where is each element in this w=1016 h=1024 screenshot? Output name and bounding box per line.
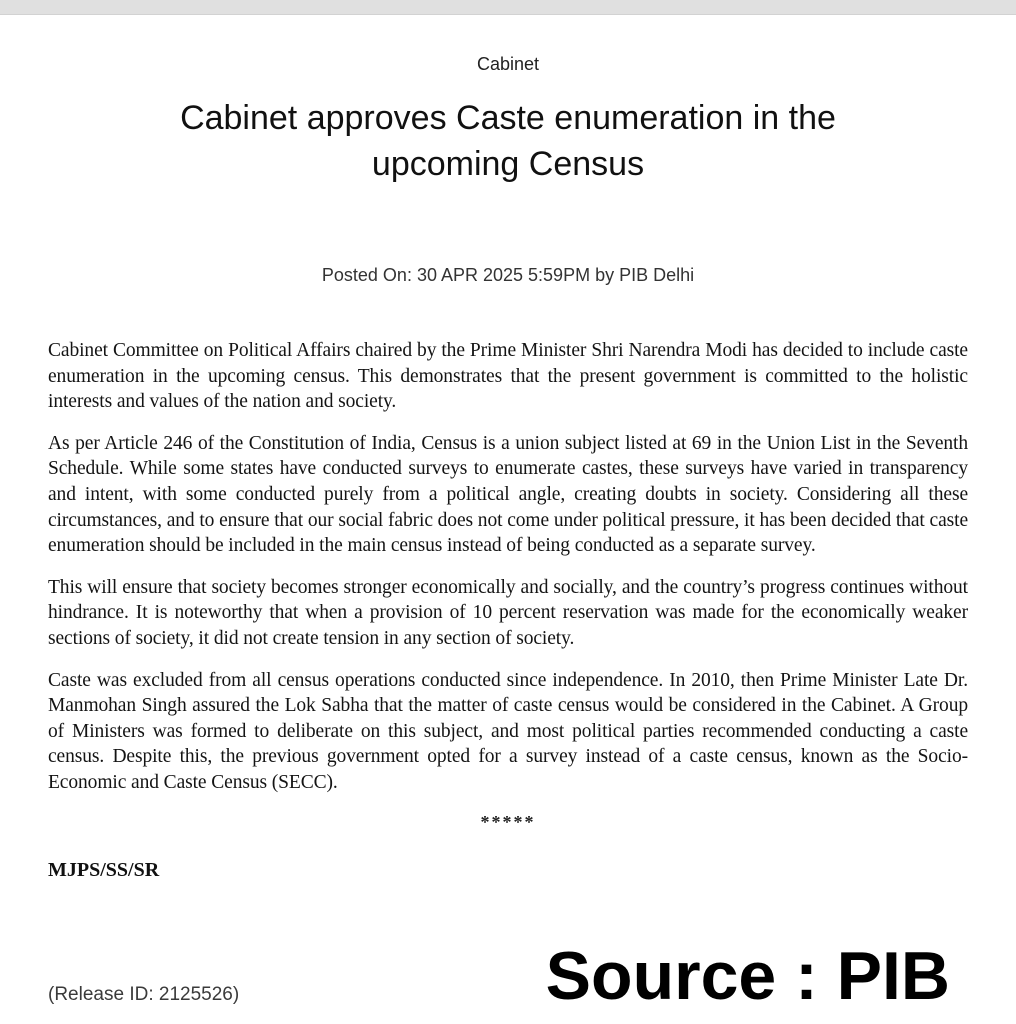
article-paragraph-3: This will ensure that society becomes stronger economically and socially, and the country’s progress continues without hindrance. It is noteworthy that when a provision of 10 percent reservation was made for the economically weaker sections of society, it did not create tension in any section of society. xyxy=(48,576,968,649)
page-title: Cabinet approves Caste enumeration in the upcoming Census xyxy=(180,99,836,183)
article-body xyxy=(48,338,968,796)
footer xyxy=(48,940,950,1012)
article-paragraph-1: Cabinet Committee on Political Affairs chaired by the Prime Minister Shri Narendra Modi has decided to include caste enumeration in the upcoming census. This demonstrates that the present government is committed to the holistic interests and values of the nation and society. xyxy=(48,340,968,413)
officer-code: MJPS/SS/SR xyxy=(48,858,160,881)
asterisk-separator: ***** xyxy=(480,811,536,832)
window-top-strip xyxy=(0,0,1016,15)
release-id: (Release ID: 2125526) xyxy=(48,984,240,1005)
posted-on-line: Posted On: 30 APR 2025 5:59PM by PIB Delhi xyxy=(321,265,695,285)
category-label: Cabinet xyxy=(476,54,540,74)
article-paragraph-2: As per Article 246 of the Constitution of India, Census is a union subject listed at 69 in the Union List in the Seventh Schedule. While some states have conducted surveys to enumerate castes, these surveys have varied in transparency and intent, with some conducted purely from a political angle, creating doubts in society. Considering all these circumstances, and to ensure that our social fabric does not come under political pressure, it has been decided that caste enumeration should be included in the main census instead of being conducted as a separate survey. xyxy=(48,432,968,557)
source-attribution: Source : PIB xyxy=(545,938,950,1014)
article-paragraph-4: Caste was excluded from all census operations conducted since independence. In 2010, then Prime Minister Late Dr. Manmohan Singh assured the Lok Sabha that the matter of caste census would be considered in the Cabinet. A Group of Ministers was formed to deliberate on this subject, and most political parties recommended conducting a caste census. Despite this, the previous government opted for a survey instead of a caste census, known as the Socio-Economic and Caste Census (SECC). xyxy=(48,669,968,793)
